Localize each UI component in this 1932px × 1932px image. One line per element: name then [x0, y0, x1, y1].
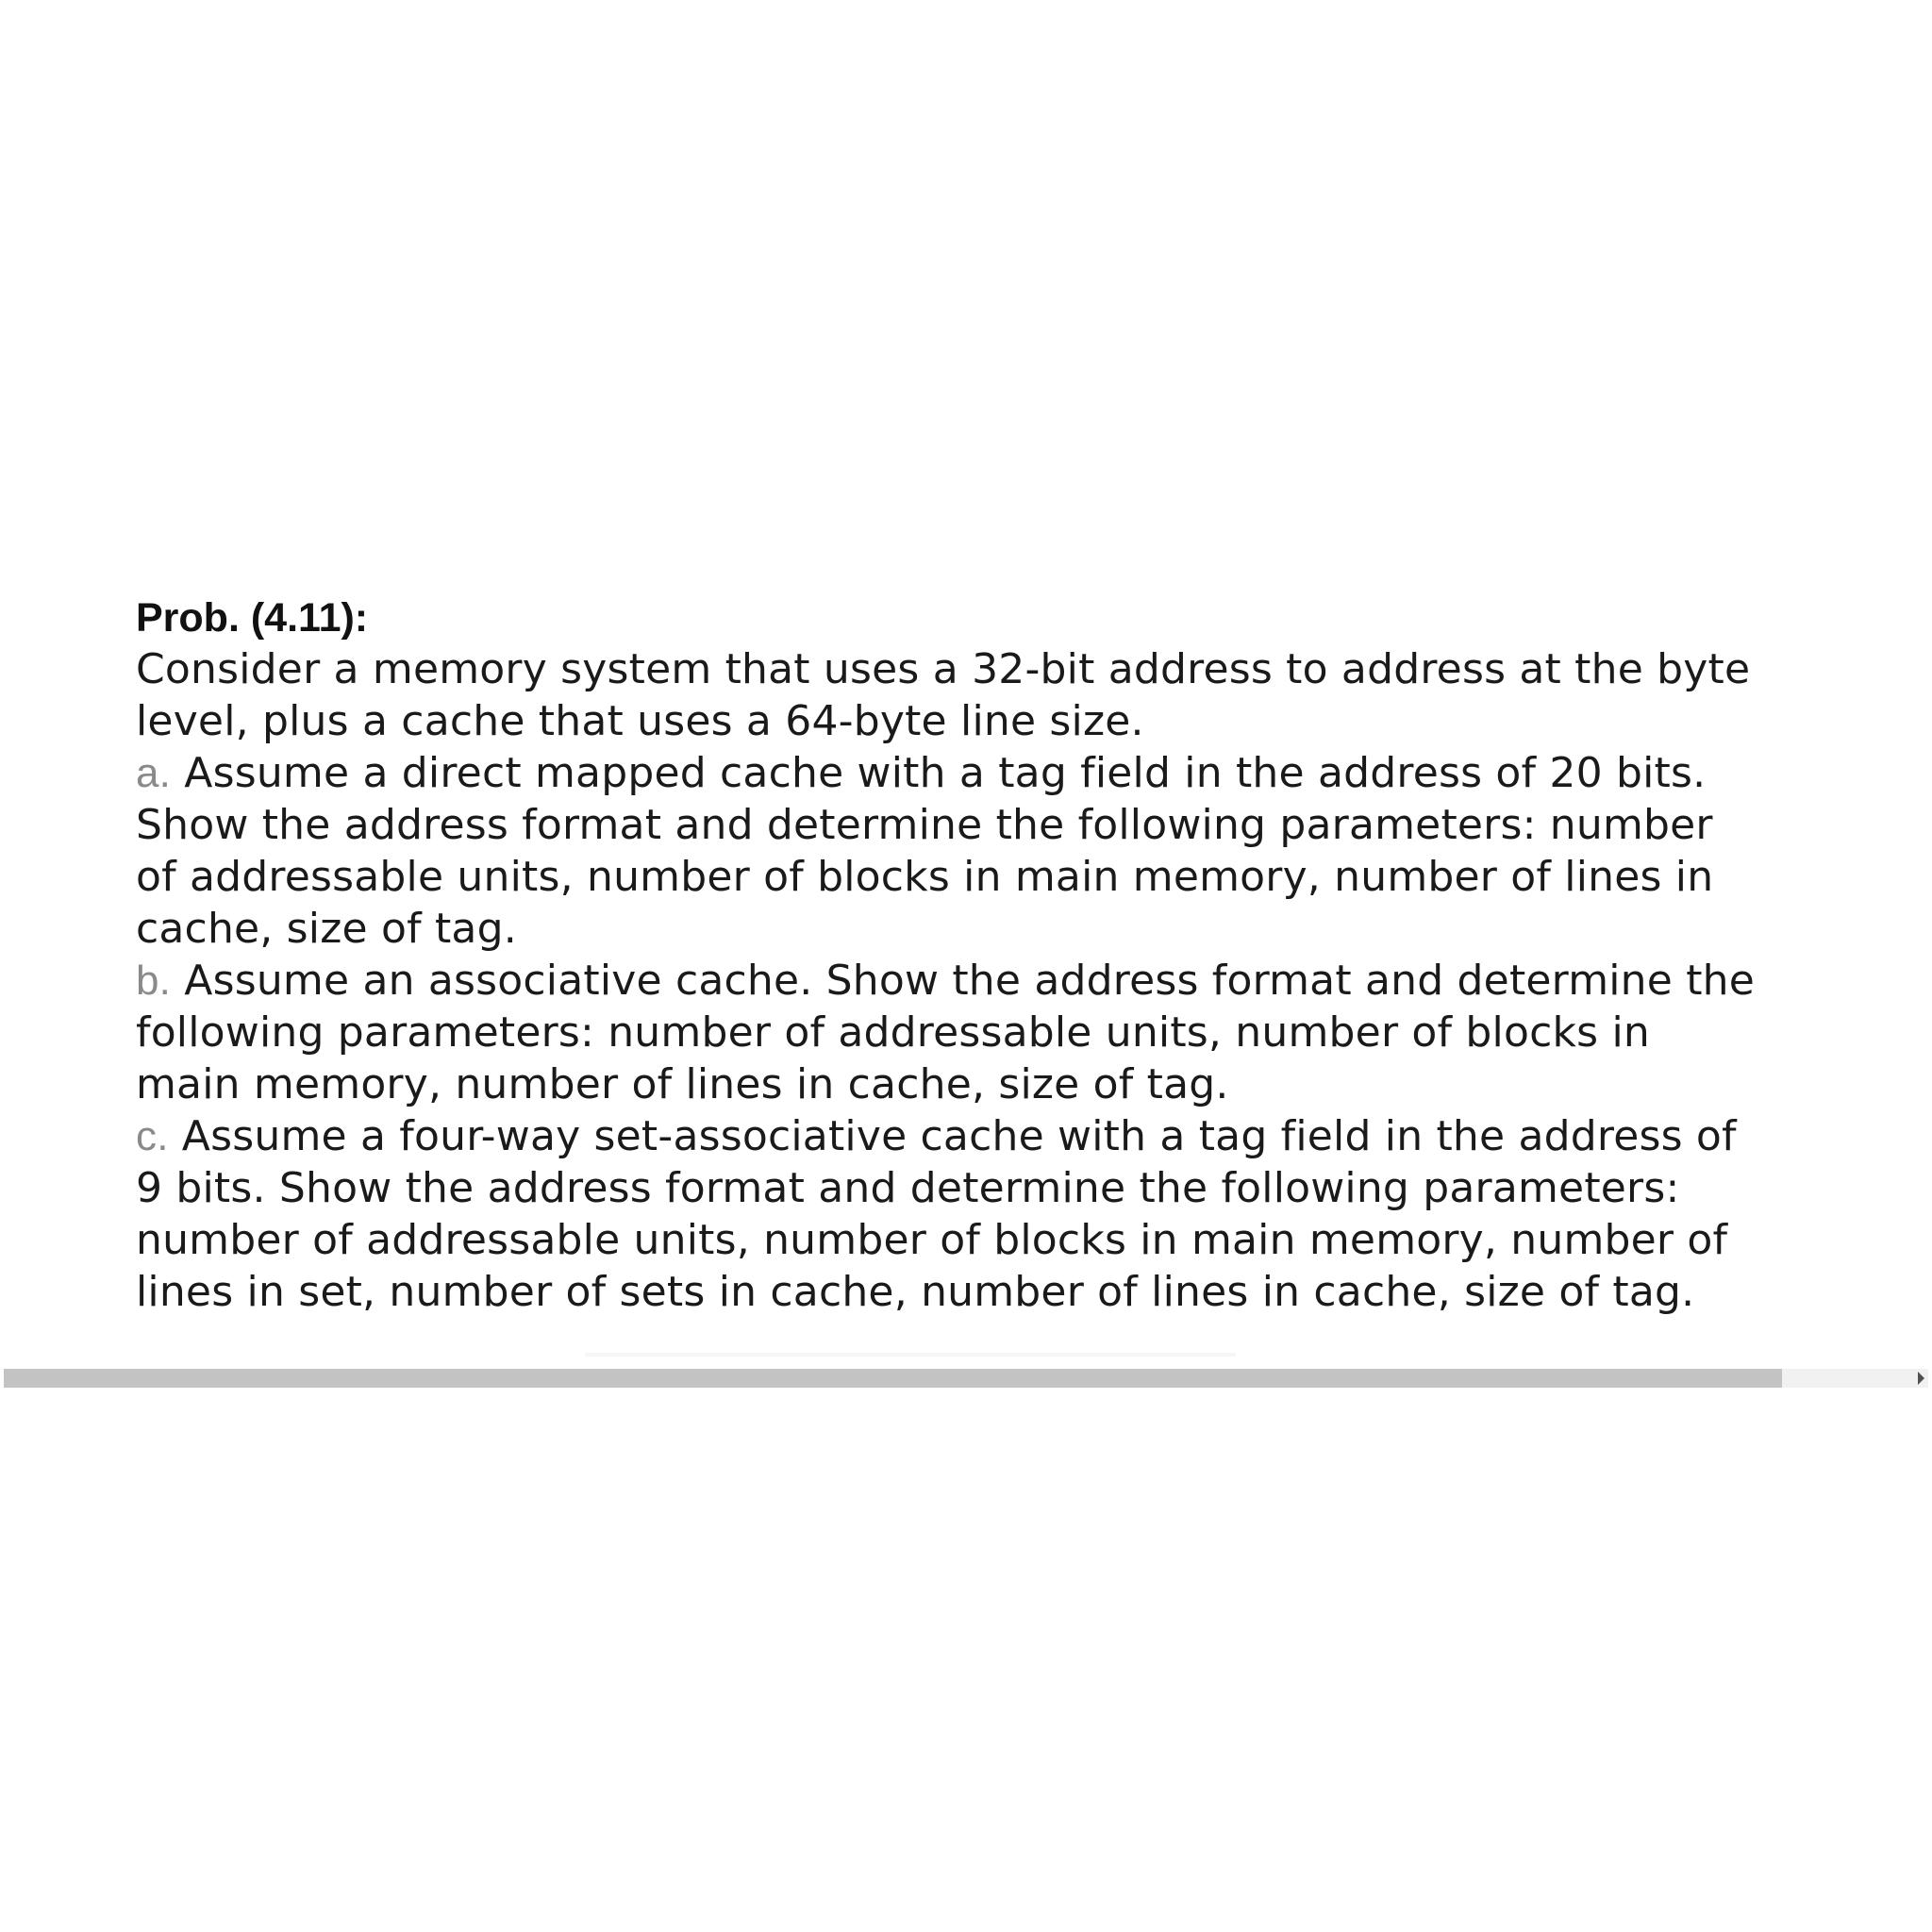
part-b — [136, 955, 1815, 1110]
part-c — [136, 1110, 1815, 1318]
scrollbar-thumb[interactable] — [4, 1369, 1782, 1388]
part-a — [136, 747, 1815, 955]
problem-title: Prob. (4.11): — [136, 595, 369, 641]
part-b-text: Assume an associative cache. Show the address format and determine the following parameters: number of addressable units, number of blocks in main memory, number of lines in cache, size of tag. — [136, 957, 1756, 1108]
document-body — [136, 592, 1815, 1318]
divider — [585, 1353, 1236, 1357]
part-c-marker: c. — [136, 1113, 169, 1159]
part-c-text: Assume a four-way set-associative cache with a tag field in the address of 9 bits. Show the address format and determine the following parameters: number of addressable units, number of blocks in main memory, number of lines in set, number of sets in cache, number of lines in cache, size of tag. — [136, 1112, 1737, 1316]
part-a-text: Assume a direct mapped cache with a tag field in the address of 20 bits. Show the address format and determine the following parameters: number of addressable units, number of blocks in main memory, number of lines in cache, size of tag. — [136, 749, 1714, 953]
scroll-right-arrow-icon[interactable] — [1918, 1372, 1924, 1385]
part-b-marker: b. — [136, 958, 172, 1004]
problem-intro: Consider a memory system that uses a 32-bit address to address at the byte level, plus a cache that uses a 64-byte line size. — [136, 645, 1751, 745]
horizontal-scrollbar[interactable] — [4, 1369, 1928, 1388]
part-a-marker: a. — [136, 750, 172, 796]
